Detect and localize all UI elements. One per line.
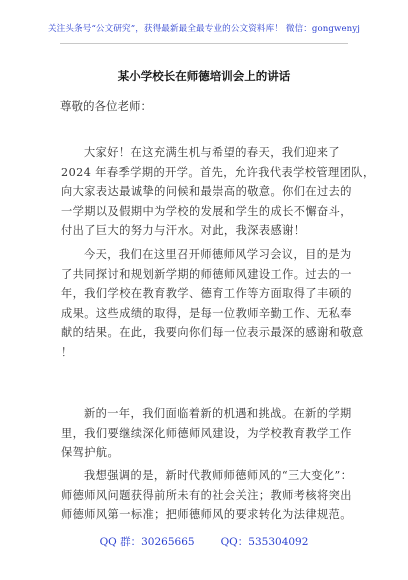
paragraph-line: 2024 年春季学期的开学。首先，允许我代表学校管理团队，: [61, 165, 375, 179]
paragraph-line: 我想强调的是，新时代教师师德师风的“三大变化”：: [84, 469, 353, 482]
paragraph-2: [61, 245, 364, 362]
paragraph-line: 付出了巨大的努力与汗水。对此，我深表感谢！: [61, 224, 306, 237]
paragraph-line: 里，我们要继续深化师德师风建设，为学校教育教学工作: [61, 426, 352, 440]
paragraph-line: 新的一年，我们面临着新的机遇和挑战。在新的学期: [84, 407, 352, 420]
paragraph-line: 了共同探讨和规划新学期的师德师风建设工作。过去的一: [61, 267, 352, 281]
paragraph-3: [61, 404, 352, 463]
paragraph-line: 师德师风问题获得前所未有的社会关注；教师考核将突出: [61, 488, 352, 502]
paragraph-line: ！: [61, 345, 73, 359]
promo-header: 关注头条号“公文研究”，获得最新最全最专业的公文资料库！ 微信：gongwenyj: [47, 24, 361, 34]
paragraph-1: [61, 143, 375, 241]
paragraph-line: 大家好！在这充满生机与希望的春天，我们迎来了: [84, 146, 341, 159]
document-title: 某小学校长在师德培训会上的讲话: [117, 69, 291, 83]
qq-contact-text: QQ：535304092: [220, 536, 309, 548]
paragraph-line: 献的结果。在此，我要向你们每一位表示最深的感谢和敬意: [61, 326, 364, 339]
contact-footer: [0, 534, 408, 549]
paragraph-line: 成果。这些成绩的取得，是每一位教师辛勤工作、无私奉: [61, 306, 352, 320]
paragraph-line: 保驾护航。: [61, 446, 120, 459]
header-divider: [60, 43, 348, 44]
paragraph-line: 向大家表达最诚挚的问候和最崇高的敬意。你们在过去的: [61, 185, 352, 198]
salutation: 尊敬的各位老师：: [60, 99, 152, 113]
qq-group-text: QQ 群：30265665: [99, 536, 195, 548]
paragraph-line: 今天，我们在这里召开师德师风学习会议，目的是为: [84, 248, 352, 261]
paragraph-4: [61, 466, 353, 525]
paragraph-line: 年，我们学校在教育教学、德育工作等方面取得了丰硕的: [61, 287, 352, 300]
paragraph-line: 师德师风第一标准；把师德师风的要求转化为法律规范。: [61, 508, 352, 521]
paragraph-line: 一学期以及假期中为学校的发展和学生的成长不懈奋斗，: [61, 204, 352, 218]
